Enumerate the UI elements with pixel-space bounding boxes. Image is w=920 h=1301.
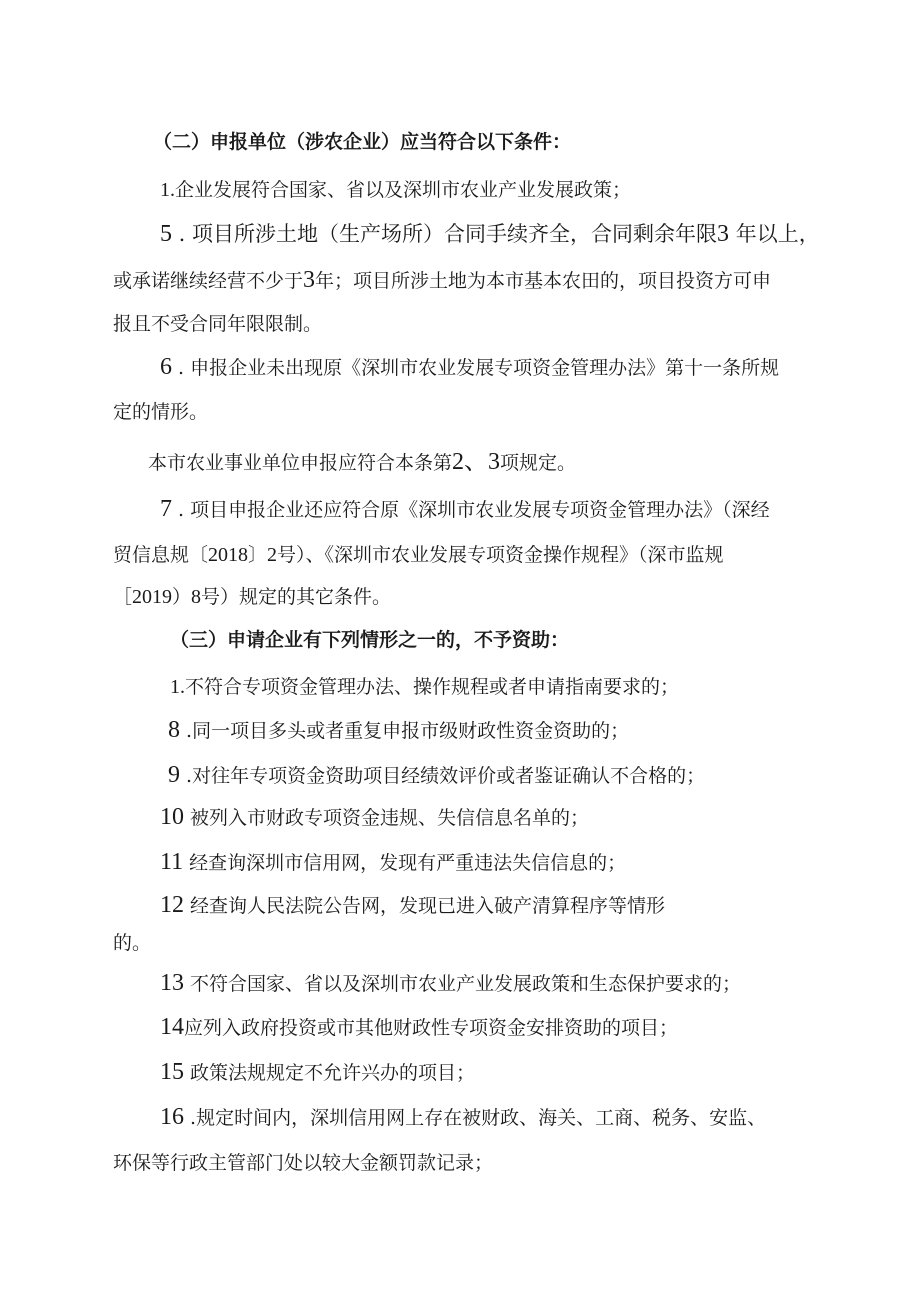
section-2-heading: （二）申报单位（涉农企业）应当符合以下条件： [153,131,572,153]
s3-item-9: 9 .对往年专项资金资助项目经绩效评价或者鉴证确认不合格的； [168,762,706,788]
s3-item-15: 15 政策法规规定不允许兴办的项目； [160,1059,476,1085]
s3-item-1: 1.不符合专项资金管理办法、操作规程或者申请指南要求的； [170,676,680,698]
s3-item-16-line2: 环保等行政主管部门处以较大金额罚款记录； [113,1152,494,1174]
s3-item-13: 13 不符合国家、省以及深圳市农业产业发展政策和生态保护要求的； [160,970,742,996]
s2-item-7-line1: 7 . 项目申报企业还应符合原《深圳市农业发展专项资金管理办法》（深经 [160,496,770,522]
s2-note: 本市农业事业单位申报应符合本条第2、3项规定。 [148,449,577,475]
s2-item-5-line3: 报且不受合同年限限制。 [113,313,323,335]
s3-item-11: 11 经查询深圳市信用网，发现有严重违法失信信息的； [160,849,627,875]
s3-item-16-line1: 16 .规定时间内，深圳信用网上存在被财政、海关、工商、税务、安监、 [160,1104,767,1130]
s3-item-10: 10 被列入市财政专项资金违规、失信信息名单的； [160,804,590,830]
s2-item-7-line3: ［2019）8号）规定的其它条件。 [113,586,392,608]
s2-item-1: 1.企业发展符合国家、省以及深圳市农业产业发展政策； [160,179,632,201]
s3-item-12-line1: 12 经查询人民法院公告网，发现已进入破产清算程序等情形 [160,892,666,918]
s3-item-8: 8 .同一项目多头或者重复申报市级财政性资金资助的； [168,717,630,743]
s2-item-6-line2: 定的情形。 [113,401,209,423]
s2-item-6-line1: 6 . 申报企业未出现原《深圳市农业发展专项资金管理办法》第十一条所规 [160,354,780,380]
s3-item-14: 14应列入政府投资或市其他财政性专项资金安排资助的项目； [160,1014,679,1040]
s2-item-7-line2: 贸信息规〔2018〕2号）、《深圳市农业发展专项资金操作规程》（深市监规 [113,544,724,566]
s2-item-5-line1: 5 . 项目所涉土地（生产场所）合同手续齐全，合同剩余年限3 年以上， [160,221,820,247]
section-3-heading: （三）申请企业有下列情形之一的，不予资助： [170,629,570,651]
s2-item-5-line2: 或承诺继续经营不少于3年；项目所涉土地为本市基本农田的，项目投资方可申 [113,267,772,293]
s3-item-12-line2: 的。 [113,932,152,954]
